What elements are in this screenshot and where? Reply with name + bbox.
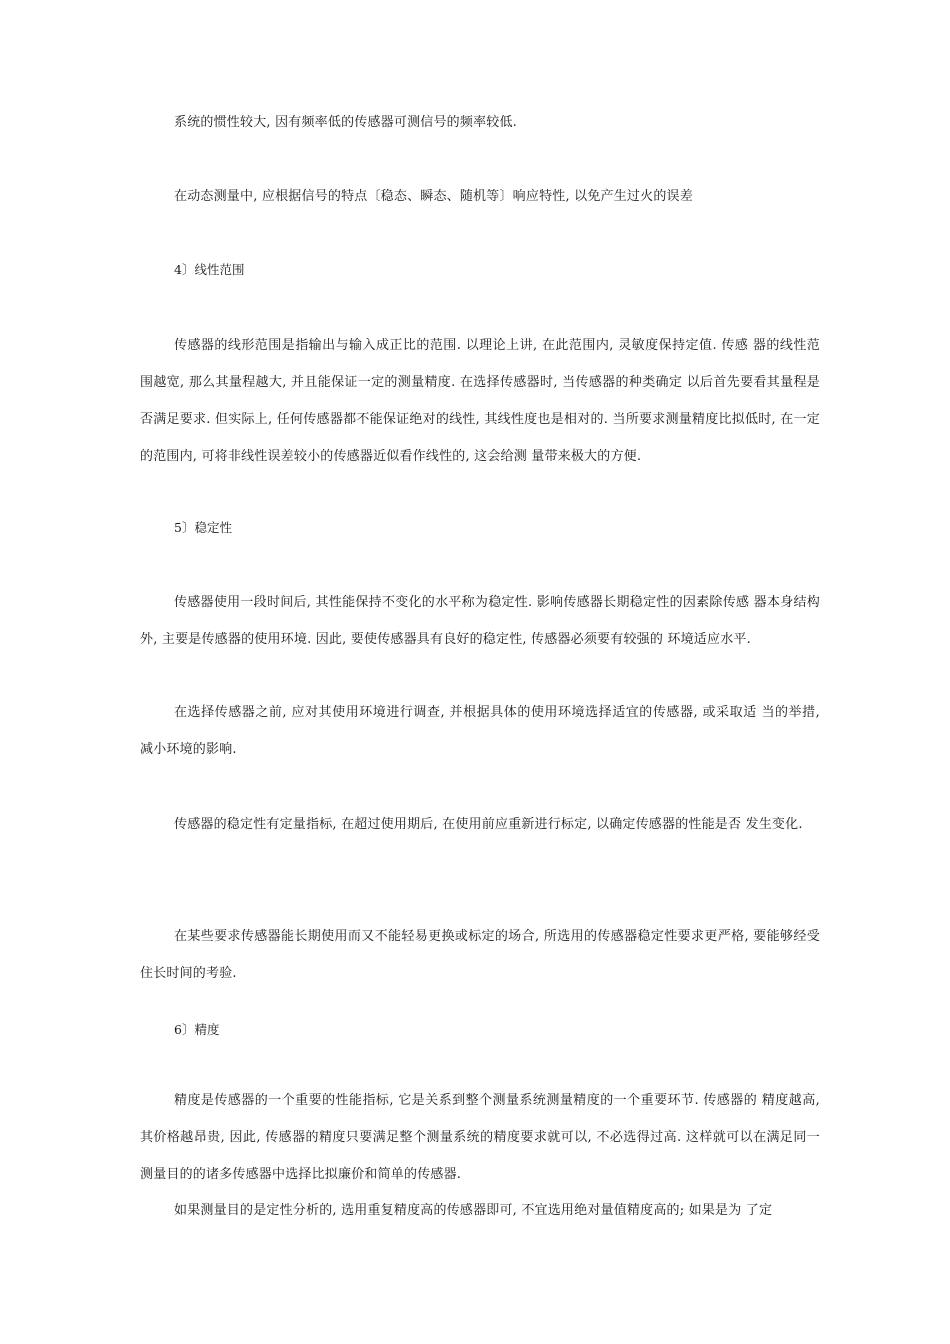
paragraph-stability-index: 传感器的稳定性有定量指标, 在超过使用期后, 在使用前应重新进行标定, 以确定传感器的性能是否 发生变化. bbox=[174, 817, 803, 832]
paragraph-precision: 精度是传感器的一个重要的性能指标, 它是关系到整个测量系统测量精度的一个重要环节. 传感器的 精度越高, 其价格越昂贵, 因此, 传感器的精度只要满足整个测量系统的精度要求就可以, 不必选得过高. 这样就可以在满足同一测量目的的诸多传感器中选择比拟廉价和简单的传感器. bbox=[140, 1093, 820, 1182]
paragraph-linear-range: 传感器的线形范围是指输出与输入成正比的范围. 以理论上讲, 在此范围内, 灵敏度保持定值. 传感 器的线性范围越宽, 那么其量程越大, 并且能保证一定的测量精度. 在选择传感器时, 当传感器的种类确定 以后首先要看其量程是否满足要求. 但实际上, 任何传感器都不能保证绝对的线性, 其线性度也是相对的. 当所要求测量精度比拟低时, 在一定的范围内, 可将非线性误差较小的传感器近似看作线性的, 这会给测 量带来极大的方便. bbox=[140, 338, 820, 464]
paragraph-dynamic-measurement: 在动态测量中, 应根据信号的特点〔稳态、瞬态、随机等〕响应特性, 以免产生过火的误差 bbox=[174, 189, 693, 204]
heading-precision: 6〕精度 bbox=[174, 1022, 220, 1037]
paragraph-inertia: 系统的惯性较大, 因有频率低的传感器可测信号的频率较低. bbox=[174, 115, 517, 130]
heading-stability: 5〕稳定性 bbox=[174, 520, 232, 535]
paragraph-stability: 传感器使用一段时间后, 其性能保持不变化的水平称为稳定性. 影响传感器长期稳定性的因素除传感 器本身结构外, 主要是传感器的使用环境. 因此, 要使传感器具有良好的稳定性, 传感器必须要有较强的 环境适应水平. bbox=[140, 595, 820, 647]
paragraph-long-term-use: 在某些要求传感器能长期使用而又不能轻易更换或标定的场合, 所选用的传感器稳定性要求更严格, 要能够经受住长时间的考验. bbox=[140, 929, 820, 981]
paragraph-measurement-purpose: 如果测量目的是定性分析的, 选用重复精度高的传感器即可, 不宜选用绝对量值精度高的; 如果是为 了定 bbox=[174, 1203, 773, 1218]
heading-linear-range: 4〕线性范围 bbox=[174, 262, 245, 277]
paragraph-environment-survey: 在选择传感器之前, 应对其使用环境进行调查, 并根据具体的使用环境选择适宜的传感器, 或采取适 当的举措, 减小环境的影响. bbox=[140, 705, 820, 757]
